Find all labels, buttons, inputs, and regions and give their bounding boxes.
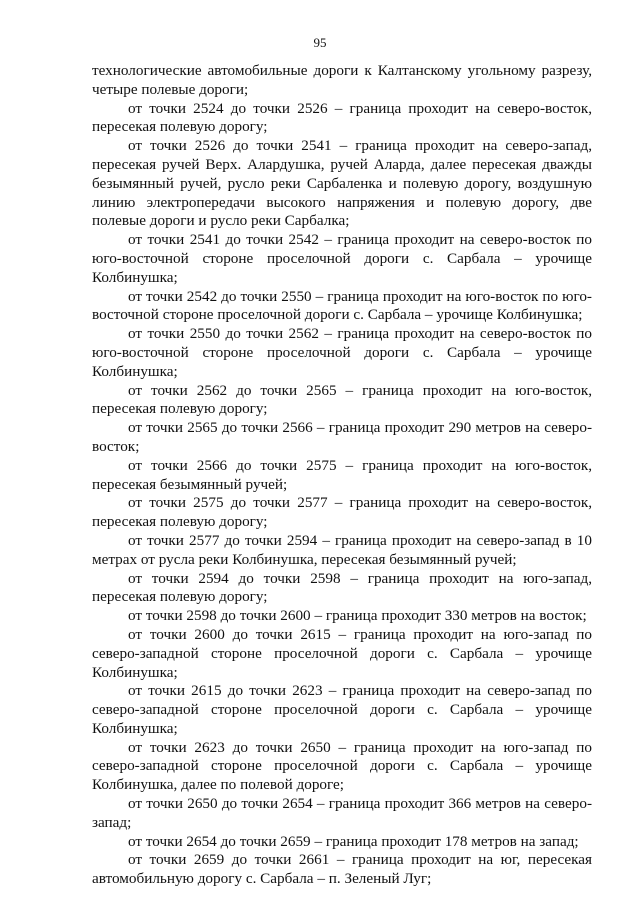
paragraph: от точки 2650 до точки 2654 – граница проходит 366 метров на северо-запад; [92, 795, 592, 831]
paragraph: от точки 2524 до точки 2526 – граница проходит на северо-восток, пересекая полевую дорогу; [92, 99, 592, 136]
paragraph: от точки 2594 до точки 2598 – граница проходит на юго-запад, пересекая полевую дорогу; [92, 569, 592, 606]
paragraph: от точки 2654 до точки 2659 – граница проходит 178 метров на запад; [128, 832, 579, 850]
paragraph: от точки 2566 до точки 2575 – граница проходит на юго-восток, пересекая безымянный ручей; [92, 456, 592, 493]
document-body [92, 62, 592, 889]
paragraph: от точки 2542 до точки 2550 – граница проходит на юго-восток по юго-восточной стороне проселочной дороги с. Сарбала – урочище Колбинушка; [92, 287, 592, 324]
paragraph: технологические автомобильные дороги к Калтанскому угольному разрезу, четыре полевые дороги; [92, 62, 592, 98]
paragraph: от точки 2562 до точки 2565 – граница проходит на юго-восток, пересекая полевую дорогу; [92, 381, 592, 418]
paragraph: от точки 2615 до точки 2623 – граница проходит на северо-запад по северо-западной стороне проселочной дороги с. Сарбала – урочище Колбинушка; [92, 682, 592, 737]
paragraph: от точки 2541 до точки 2542 – граница проходит на северо-восток по юго-восточной стороне проселочной дороги с. Сарбала – урочище Колбинушка; [92, 231, 592, 286]
paragraph: от точки 2565 до точки 2566 – граница проходит 290 метров на северо-восток; [92, 419, 592, 455]
paragraph: от точки 2623 до точки 2650 – граница проходит на юго-запад по северо-западной стороне проселочной дороги с. Сарбала – урочище Колбинушка, далее по полевой дороге; [92, 738, 592, 794]
paragraph: от точки 2659 до точки 2661 – граница проходит на юг, пересекая автомобильную дорогу с. Сарбала – п. Зеленый Луг; [92, 851, 592, 888]
paragraph: от точки 2598 до точки 2600 – граница проходит 330 метров на восток; [128, 607, 587, 625]
paragraph: от точки 2550 до точки 2562 – граница проходит на северо-восток по юго-восточной стороне проселочной дороги с. Сарбала – урочище Колбинушка; [92, 325, 592, 380]
page-number: 95 [313, 35, 327, 50]
paragraph: от точки 2577 до точки 2594 – граница проходит на северо-запад в 10 метрах от русла реки Колбинушка, пересекая безымянный ручей; [92, 531, 592, 568]
paragraph: от точки 2526 до точки 2541 – граница проходит на северо-запад, пересекая ручей Верх. Алардушка, ручей Аларда, далее пересекая дважды безымянный ручей, русло реки Сарбаленка и полевую дорогу, воздушную линию электропередачи высокого напряжения и полевую дорогу, две полевые дороги и русло реки Сарбалка; [92, 137, 592, 230]
paragraph: от точки 2600 до точки 2615 – граница проходит на юго-запад по северо-западной стороне проселочной дороги с. Сарбала – урочище Колбинушка; [92, 625, 592, 681]
paragraph: от точки 2575 до точки 2577 – граница проходит на северо-восток, пересекая полевую дорогу; [92, 494, 592, 531]
